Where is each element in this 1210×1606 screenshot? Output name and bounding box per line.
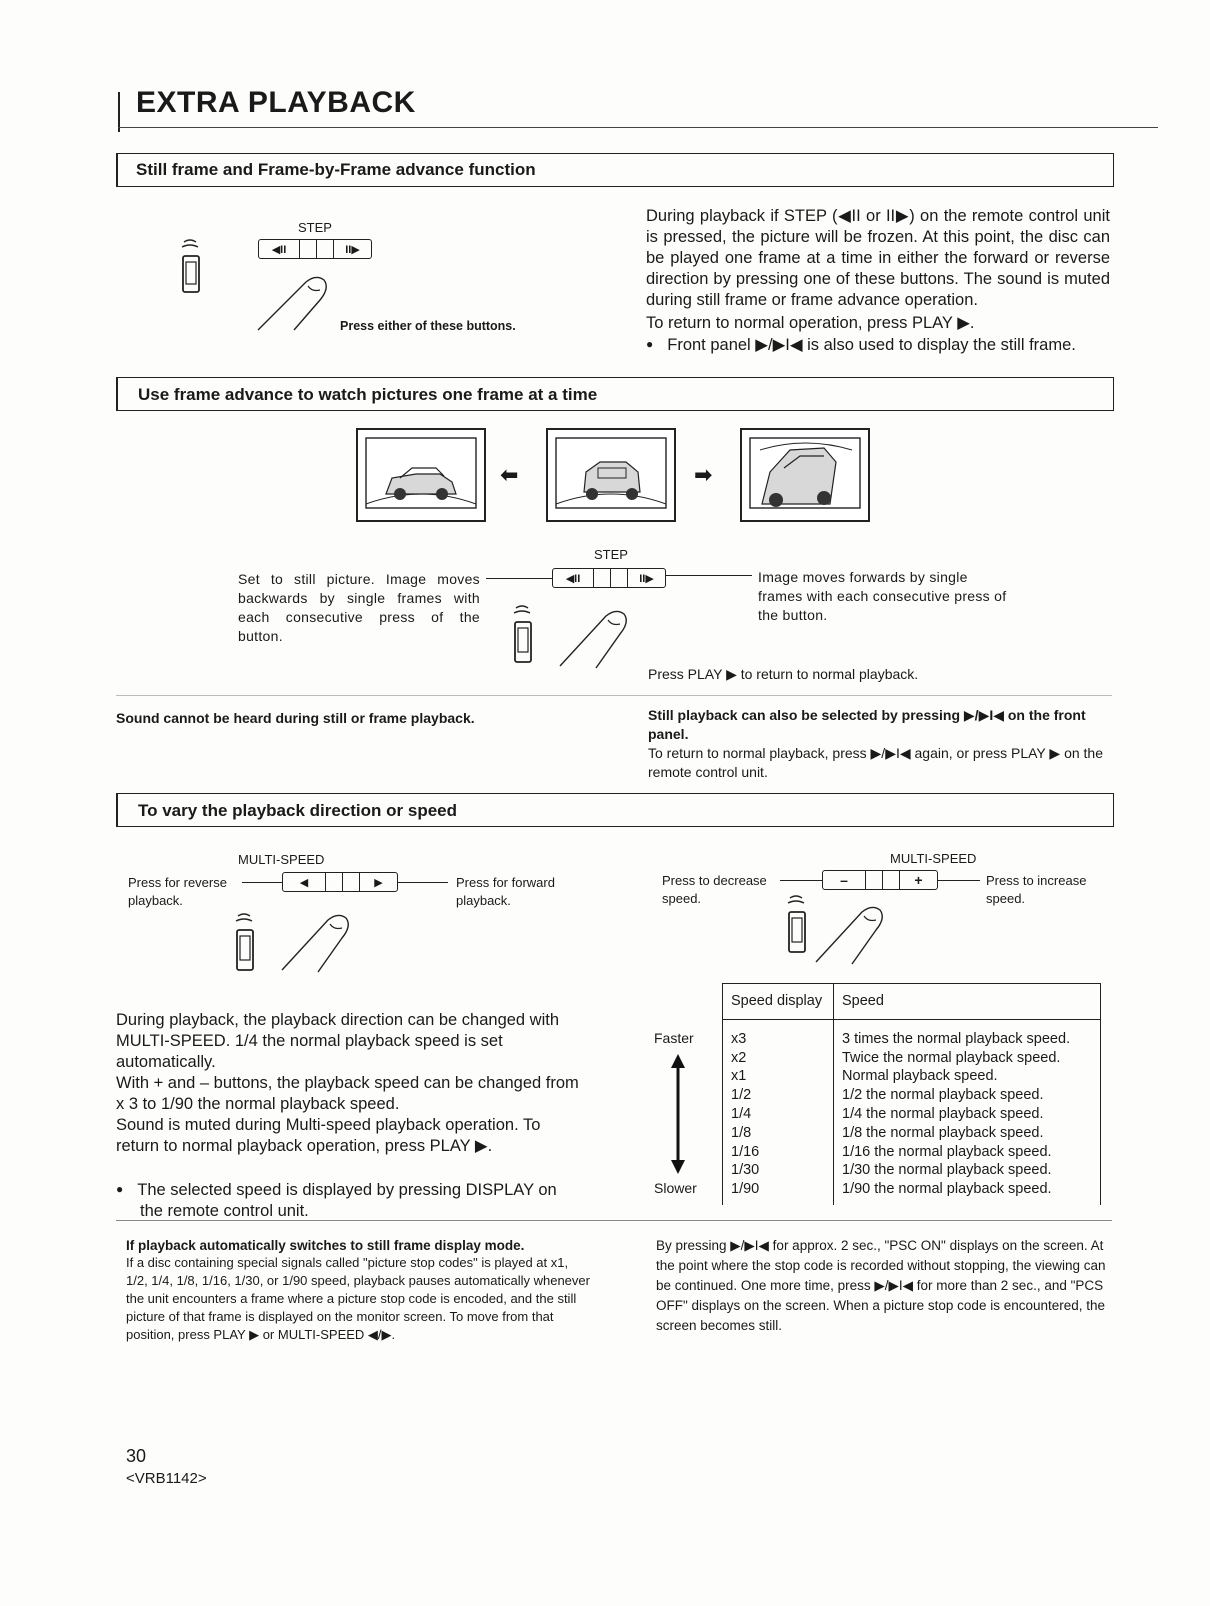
tv-frame-still [546,428,676,522]
button-divider [866,871,883,889]
table-row [723,1105,1101,1124]
decrease-button[interactable]: – [823,871,866,889]
section-frame-advance-header [116,377,1114,411]
step-forward-button[interactable]: II▶ [639,572,654,585]
table-cell: 1/2 the normal playback speed. [842,1087,1044,1104]
backward-caption: Set to still picture. Image moves backwards by single frames with each consecutive press of the button. [238,571,480,644]
step-label-2: STEP [594,547,628,562]
psc-right-text: By pressing ▶/▶I◀ for approx. 2 sec., "PSC ON" displays on the screen. At the point where the stop code is recorded without stopping, the viewing can be continued. One more time, press ▶/▶I◀ for more than 2 sec., and "PCS OFF" displays on the screen. When a picture stop code is encountered, the screen becomes still. [656,1238,1106,1333]
remote-control-icon [228,912,264,974]
speed-table [722,983,1101,1205]
press-decrease-label: Press to decrease speed. [662,873,767,906]
psc-note-title: If playback automatically switches to still frame display mode. [126,1238,525,1253]
section-frame-advance-title: Use frame advance to watch pictures one frame at a time [138,385,598,404]
button-divider [343,873,360,891]
slower-label: Slower [654,1180,697,1196]
table-row [723,1143,1101,1162]
front-panel-return-text: To return to normal playback, press ▶/▶I◀ again, or press PLAY ▶ on the remote control unit. [648,745,1103,780]
document-code: <VRB1142> [126,1470,207,1487]
still-frame-paragraph: During playback if STEP (◀II or II▶) on the remote control unit is pressed, the picture will be frozen. At this point, the disc can be played one frame at a time in either the forward or reverse direction by pressing one of these buttons. The sound is muted during still frame or frame advance operation. [646,207,1110,309]
table-cell: 1/2 [723,1086,834,1105]
table-row [723,1019,1101,1048]
page-title: EXTRA PLAYBACK [136,86,416,119]
multi-speed-label-2: MULTI-SPEED [890,851,977,866]
section-still-frame-title: Still frame and Frame-by-Frame advance function [136,160,536,179]
multi-speed-button-pair [282,872,398,892]
table-cell: 1/90 [723,1180,834,1205]
forward-button[interactable]: ▶ [374,876,383,889]
tv-frame-forward [740,428,870,522]
tv-frame-backward [356,428,486,522]
table-cell: x3 [723,1019,834,1048]
return-normal-text: To return to normal operation, press PLAY ▶. [646,314,975,332]
remote-control-icon [506,604,542,666]
table-row [723,1161,1101,1180]
button-divider [326,873,343,891]
table-cell: 1/16 the normal playback speed. [842,1143,1052,1160]
remote-control-icon [780,894,816,956]
table-row [723,1049,1101,1068]
increase-button[interactable]: + [914,872,923,888]
table-cell: 1/16 [723,1143,834,1162]
table-header-row [723,984,1101,1020]
table-cell: 1/8 [723,1124,834,1143]
table-cell: Normal playback speed. [842,1068,998,1085]
divider [116,695,1112,696]
table-cell: 1/30 the normal playback speed. [842,1162,1052,1179]
button-divider [317,240,334,258]
table-cell: x1 [723,1067,834,1086]
table-row [723,1086,1101,1105]
table-cell: 1/4 [723,1105,834,1124]
table-cell: 3 times the normal playback speed. [842,1030,1071,1047]
press-play-note: Press PLAY ▶ to return to normal playback. [648,666,919,682]
leader-line [398,882,448,883]
leader-line-left [486,578,552,579]
step-forward-button[interactable]: II▶ [345,243,360,256]
step-button-pair-2 [552,568,666,588]
press-either-note: Press either of these buttons. [340,319,516,333]
multi-speed-paragraph-2: With + and – buttons, the playback speed can be changed from x 3 to 1/90 the normal playback speed. [116,1074,579,1113]
section-still-frame-header [116,153,1114,187]
button-divider [594,569,611,587]
leader-line [938,880,980,881]
finger-press-icon [812,902,892,966]
forward-caption: Image moves forwards by single frames with each consecutive press of the button. [758,569,1007,623]
step-back-button[interactable]: ◀II [553,569,594,587]
table-row [723,1180,1101,1205]
finger-press-icon [254,272,334,332]
reverse-button[interactable]: ◀ [283,873,326,891]
press-reverse-label: Press for reverse playback. [128,875,227,908]
title-accent-bar [118,92,120,132]
table-cell: 1/90 the normal playback speed. [842,1181,1052,1198]
arrow-right-icon: ➡ [694,462,713,487]
table-cell: 1/30 [723,1161,834,1180]
button-divider [300,240,317,258]
multi-speed-paragraph-1: During playback, the playback direction can be changed with MULTI-SPEED. 1/4 the normal playback speed is set automatically. [116,1011,560,1071]
display-bullet: ● The selected speed is displayed by pressing DISPLAY on the remote control unit. [116,1179,582,1222]
step-button-pair [258,239,372,259]
arrow-left-icon: ⬅ [500,462,519,487]
speed-button-pair [822,870,938,890]
page-number: 30 [126,1446,147,1466]
button-divider [883,871,900,889]
speed-range-arrow [670,1052,686,1176]
table-row [723,1067,1101,1086]
front-panel-bullet: ● Front panel ▶/▶I◀ is also used to display the still frame. [646,334,1110,356]
table-cell: 1/4 the normal playback speed. [842,1105,1044,1122]
finger-press-icon [278,910,358,974]
table-row [723,1124,1101,1143]
leader-line [242,882,282,883]
table-header-cell: Speed display [723,984,834,1020]
finger-press-icon [556,606,636,670]
sound-note: Sound cannot be heard during still or frame playback. [116,710,475,726]
table-cell: x2 [723,1049,834,1068]
table-cell: Twice the normal playback speed. [842,1049,1061,1066]
multi-speed-paragraph-3: Sound is muted during Multi-speed playback operation. To return to normal playback operation, press PLAY ▶. [116,1116,541,1155]
faster-label: Faster [654,1030,694,1046]
section-direction-speed-title: To vary the playback direction or speed [138,801,458,820]
divider [116,1220,1112,1221]
table-cell: 1/8 the normal playback speed. [842,1124,1044,1141]
table-header-cell: Speed [834,984,1101,1020]
title-rule [118,127,1158,128]
multi-speed-label: MULTI-SPEED [238,852,325,867]
press-increase-label: Press to increase speed. [986,873,1087,906]
psc-note-text: If a disc containing special signals called "picture stop codes" is played at x1, 1/2, 1/4, 1/8, 1/16, 1/30, or 1/90 speed, playback pauses automatically whenever the unit encounters a frame where a picture stop code is encoded, and the still picture of that frame is displayed on the monitor screen. To move from that position, press PLAY ▶ or MULTI-SPEED ◀/▶. [126,1255,590,1342]
button-divider [611,569,628,587]
front-panel-still-bold: Still playback can also be selected by pressing ▶/▶I◀ on the front panel. [648,707,1086,742]
remote-control-icon [174,238,210,298]
step-label: STEP [298,220,332,235]
step-back-button[interactable]: ◀II [259,240,300,258]
leader-line [780,880,822,881]
section-direction-speed-header [116,793,1114,827]
press-forward-label: Press for forward playback. [456,875,555,908]
leader-line-right [666,575,752,576]
